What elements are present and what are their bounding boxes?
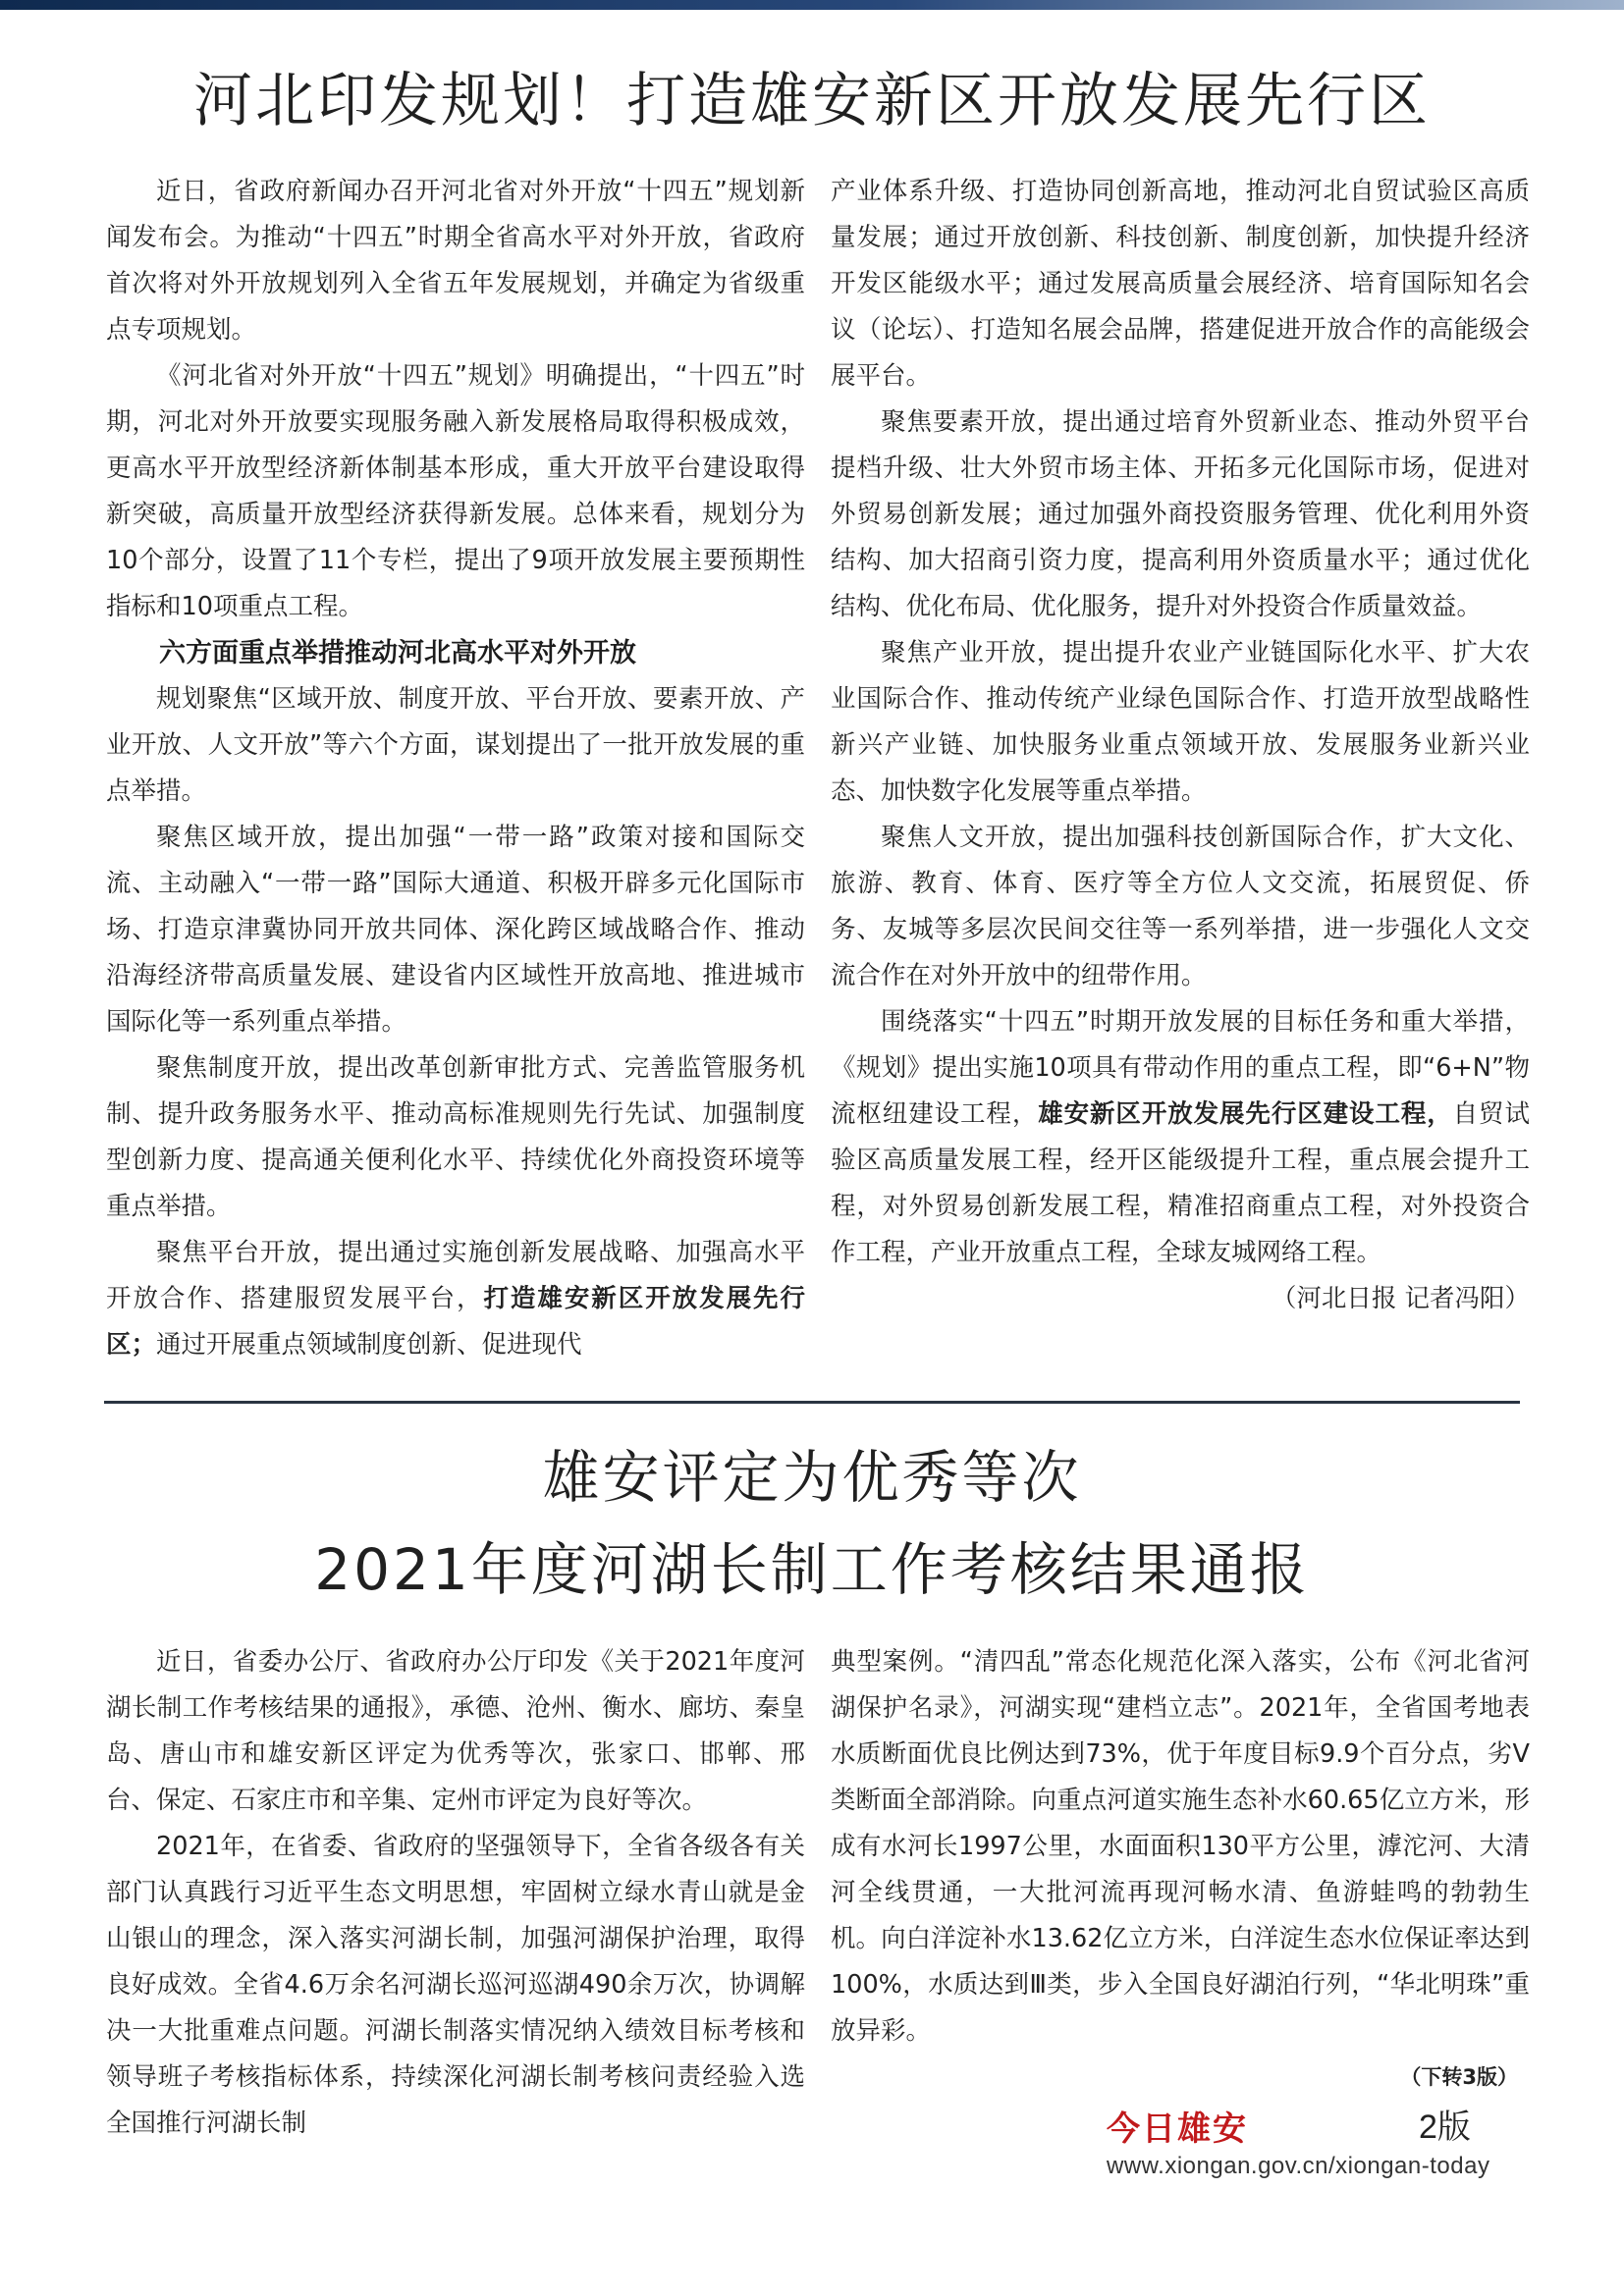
article1-paragraph: 《河北省对外开放“十四五”规划》明确提出，“十四五”时期，河北对外开放要实现服务融入新发展格局取得积极成效，更高水平开放型经济新体制基本形成，重大开放平台建设取得新突破，高质量开放型经济获得新发展。总体来看，规划分为10个部分，设置了11个专栏，提出了9项开放发展主要预期性指标和10项重点工程。 xyxy=(106,361,805,621)
article1-paragraph xyxy=(106,1230,805,1368)
article2-left-column xyxy=(106,1639,805,2147)
paragraph-text: 聚焦平台开放，提出通过实施创新发展战略、加强高水平开放合作、搭建服贸发展平台， xyxy=(106,1238,805,1313)
article1-subheading: 六方面重点举措推动河北高水平对外开放 xyxy=(159,638,636,668)
top-color-bar xyxy=(0,0,1624,10)
article2-headline-line2: 2021年度河湖长制工作考核结果通报 xyxy=(314,1536,1310,1603)
article1-paragraph: 近日，省政府新闻办召开河北省对外开放“十四五”规划新闻发布会。为推动“十四五”时期全省高水平对外开放，省政府首次将对外开放规划列入全省五年发展规划，并确定为省级重点专项规划。 xyxy=(106,177,805,345)
website-url: www.xiongan.gov.cn/xiongan-today xyxy=(1107,2153,1490,2179)
article1-paragraph: 聚焦产业开放，提出提升农业产业链国际化水平、扩大农业国际合作、推动传统产业绿色国际合作、打造开放型战略性新兴产业链、加快服务业重点领域开放、发展服务业新兴业态、加快数字化发展等重点举措。 xyxy=(831,638,1530,806)
article1-paragraph: 产业体系升级、打造协同创新高地，推动河北自贸试验区高质量发展；通过开放创新、科技创新、制度创新，加快提升经济开发区能级水平；通过发展高质量会展经济、培育国际知名会议（论坛）、打造知名展会品牌，搭建促进开放合作的高能级会展平台。 xyxy=(831,177,1530,391)
paragraph-text: 通过开展重点领域制度创新、促进现代 xyxy=(156,1330,582,1360)
article1-paragraph: 聚焦人文开放，提出加强科技创新国际合作，扩大文化、旅游、教育、体育、医疗等全方位人文交流，拓展贸促、侨务、友城等多层次民间交往等一系列举措，进一步强化人文交流合作在对外开放中的纽带作用。 xyxy=(831,823,1530,990)
article2-headline-line1: 雄安评定为优秀等次 xyxy=(542,1444,1082,1511)
newspaper-logo: 今日雄安 xyxy=(1107,2109,1248,2149)
page-number: 2版 xyxy=(1419,2109,1471,2146)
highlight-text: 打造雄安新区开放发展先行区； xyxy=(106,1284,805,1360)
article1-right-column xyxy=(831,169,1530,1322)
article1-headline: 河北印发规划！打造雄安新区开放发展先行区 xyxy=(193,67,1431,135)
article1-paragraph: 聚焦制度开放，提出改革创新审批方式、完善监管服务机制、提升政务服务水平、推动高标准规则先行先试、加强制度型创新力度、提高通关便利化水平、持续优化外商投资环境等重点举措。 xyxy=(106,1053,805,1221)
article1-paragraph: 聚焦区域开放，提出加强“一带一路”政策对接和国际交流、主动融入“一带一路”国际大通道、积极开辟多元化国际市场、打造京津冀协同开放共同体、深化跨区域战略合作、推动沿海经济带高质量发展、建设省内区域性开放高地、推进城市国际化等一系列重点举措。 xyxy=(106,823,805,1037)
article1-paragraph xyxy=(831,999,1530,1276)
highlight-text: 雄安新区开放发展先行区建设工程， xyxy=(1038,1099,1453,1129)
article2-paragraph: 近日，省委办公厅、省政府办公厅印发《关于2021年度河湖长制工作考核结果的通报》，承德、沧州、衡水、廊坊、秦皇岛、唐山市和雄安新区评定为优秀等次，张家口、邯郸、邢台、保定、石家庄市和辛集、定州市评定为良好等次。 xyxy=(106,1647,805,1815)
paragraph-text: 自贸试验区高质量发展工程，经开区能级提升工程，重点展会提升工程，对外贸易创新发展工程，精准招商重点工程，对外投资合作工程，产业开放重点工程，全球友城网络工程。 xyxy=(831,1099,1530,1267)
article1-paragraph: 聚焦要素开放，提出通过培育外贸新业态、推动外贸平台提档升级、壮大外贸市场主体、开拓多元化国际市场，促进对外贸易创新发展；通过加强外商投资服务管理、优化利用外资结构、加大招商引资力度，提高利用外资质量水平；通过优化结构、优化布局、优化服务，提升对外投资合作质量效益。 xyxy=(831,407,1530,621)
article2-right-column xyxy=(831,1639,1530,2101)
paragraph-text: 围绕落实“十四五”时期开放发展的目标任务和重大举措，《规划》提出实施10项具有带动作用的重点工程，即“6+N”物流枢纽建设工程， xyxy=(831,1007,1530,1129)
article1-byline: （河北日报 记者冯阳） xyxy=(1271,1284,1530,1313)
article1-left-column xyxy=(106,169,805,1368)
section-divider xyxy=(104,1401,1520,1404)
article2-paragraph: 典型案例。“清四乱”常态化规范化深入落实，公布《河北省河湖保护名录》，河湖实现“建档立志”。2021年，全省国考地表水质断面优良比例达到73%，优于年度目标9.9个百分点，劣Ⅴ类断面全部消除。向重点河道实施生态补水60.65亿立方米，形成有水河长1997公里，水面面积130平方公里，滹沱河、大清河全线贯通，一大批河流再现河畅水清、鱼游蛙鸣的勃勃生机。向白洋淀补水13.62亿立方米，白洋淀生态水位保证率达到100%，水质达到Ⅲ类，步入全国良好湖泊行列，“华北明珠”重放异彩。 xyxy=(831,1647,1530,2046)
article1-paragraph: 规划聚焦“区域开放、制度开放、平台开放、要素开放、产业开放、人文开放”等六个方面，谋划提出了一批开放发展的重点举措。 xyxy=(106,684,805,806)
continued-note: （下转3版） xyxy=(1400,2065,1518,2089)
article2-paragraph: 2021年，在省委、省政府的坚强领导下，全省各级各有关部门认真践行习近平生态文明思想，牢固树立绿水青山就是金山银山的理念，深入落实河湖长制，加强河湖保护治理，取得良好成效。全省4.6万余名河湖长巡河巡湖490余万次，协调解决一大批重难点问题。河湖长制落实情况纳入绩效目标考核和领导班子考核指标体系，持续深化河湖长制考核问责经验入选全国推行河湖长制 xyxy=(106,1832,805,2138)
